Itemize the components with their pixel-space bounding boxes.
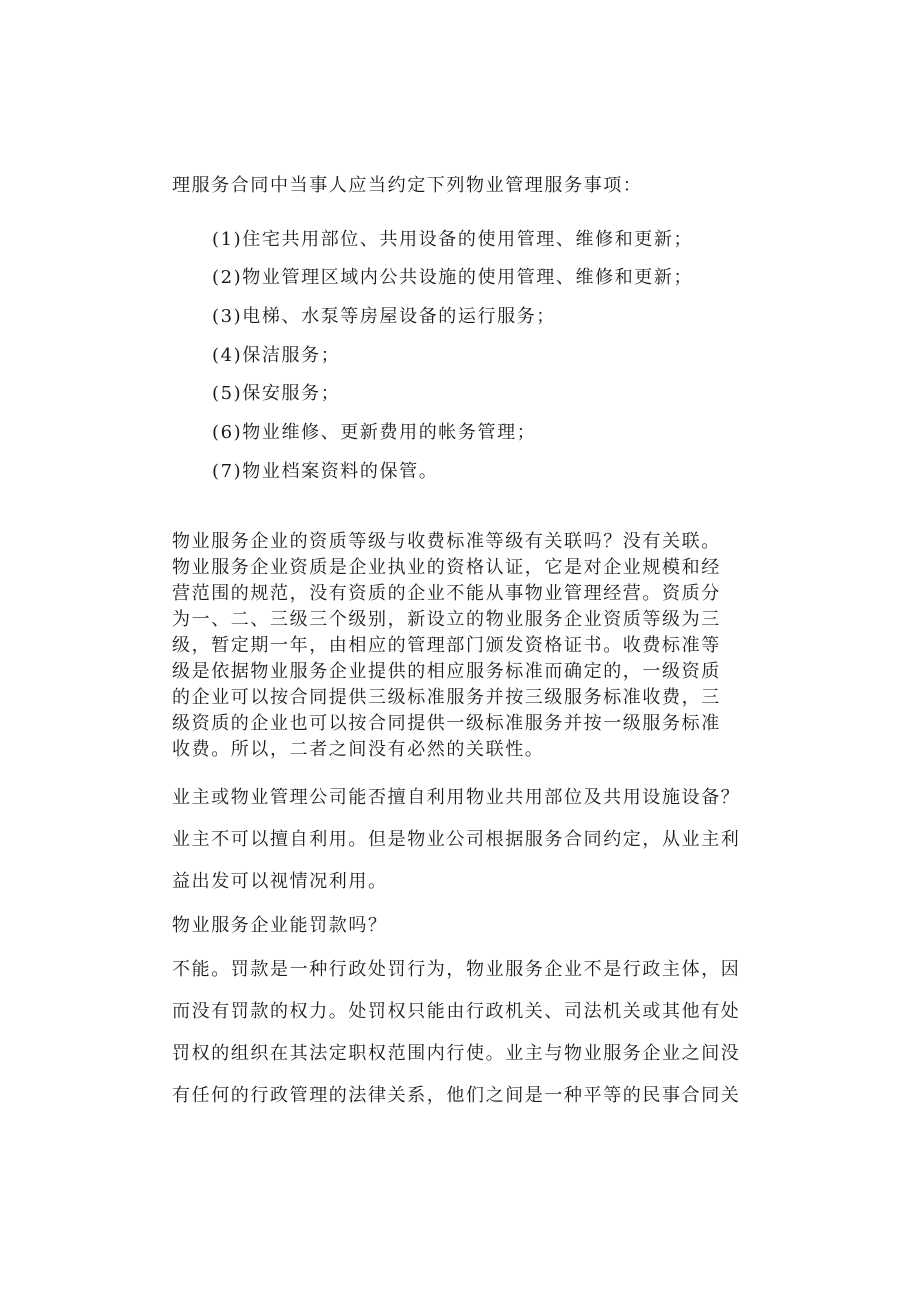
qa2-question: 业主或物业管理公司能否擅自利用物业共用部位及共用设施设备？ xyxy=(172,787,741,808)
qa2-answer-line: 业主不可以擅自利用。但是物业公司根据服务合同约定，从业主利 xyxy=(172,829,741,850)
qa3-question: 物业服务企业能罚款吗？ xyxy=(172,915,388,936)
qa1-answer-line: 级是依据物业服务企业提供的相应服务标准而确定的，一级资质 xyxy=(172,661,721,682)
qa1-answer-line: 的企业可以按合同提供三级标准服务并按三级服务标准收费，三 xyxy=(172,687,721,708)
qa3-answer-line: 罚权的组织在其法定职权范围内行使。业主与物业服务企业之间没 xyxy=(172,1043,741,1064)
intro-text: 理服务合同中当事人应当约定下列物业管理服务事项： xyxy=(172,175,643,196)
qa1-answer-line: 物业服务企业资质是企业执业的资格认证，它是对企业规模和经 xyxy=(172,557,721,578)
list-item-6: (6)物业维修、更新费用的帐务管理； xyxy=(212,422,537,443)
list-item-5: (5)保安服务； xyxy=(212,383,341,404)
list-item-1: (1)住宅共用部位、共用设备的使用管理、维修和更新； xyxy=(212,229,694,250)
qa3-answer-line: 有任何的行政管理的法律关系，他们之间是一种平等的民事合同关 xyxy=(172,1085,741,1106)
qa1-answer-line: 为一、二、三级三个级别，新设立的物业服务企业资质等级为三 xyxy=(172,609,721,630)
qa1-answer-line: 营范围的规范，没有资质的企业不能从事物业管理经营。资质分 xyxy=(172,583,721,604)
qa2-answer-line: 益出发可以视情况利用。 xyxy=(172,871,388,892)
qa3-answer-line: 而没有罚款的权力。处罚权只能由行政机关、司法机关或其他有处 xyxy=(172,1001,741,1022)
qa3-answer-line: 不能。罚款是一种行政处罚行为，物业服务企业不是行政主体，因 xyxy=(172,959,741,980)
list-item-2: (2)物业管理区域内公共设施的使用管理、维修和更新； xyxy=(212,267,694,288)
list-item-4: (4)保洁服务； xyxy=(212,345,341,366)
list-item-3: (3)电梯、水泵等房屋设备的运行服务； xyxy=(212,306,556,327)
qa1-answer-line: 级，暂定期一年，由相应的管理部门颁发资格证书。收费标准等 xyxy=(172,635,721,656)
qa1-answer-line: 级资质的企业也可以按合同提供一级标准服务并按一级服务标准 xyxy=(172,713,721,734)
qa1-answer-line: 收费。所以，二者之间没有必然的关联性。 xyxy=(172,739,545,760)
qa1-question: 物业服务企业的资质等级与收费标准等级有关联吗？没有关联。 xyxy=(172,531,721,552)
list-item-7: (7)物业档案资料的保管。 xyxy=(212,461,439,482)
